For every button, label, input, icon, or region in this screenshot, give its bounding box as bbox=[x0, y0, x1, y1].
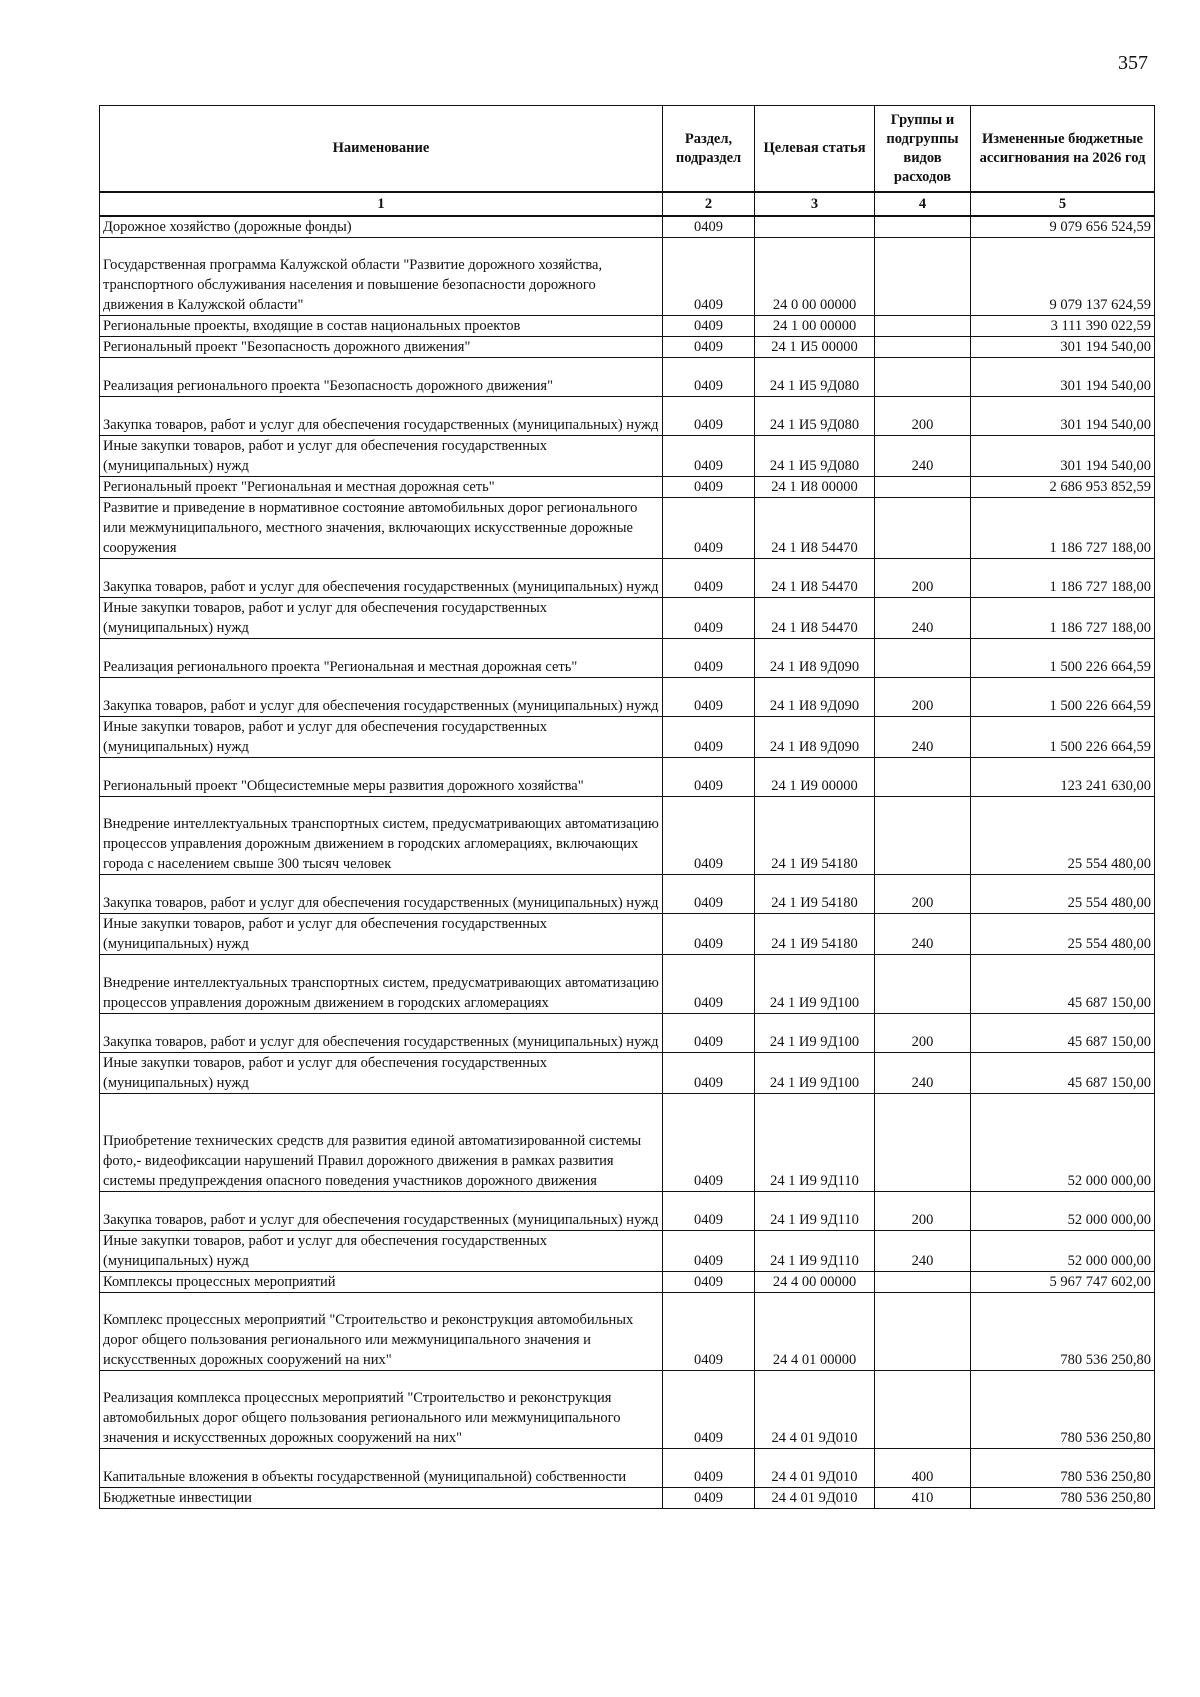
table-row bbox=[100, 498, 1155, 559]
row-section: 0409 bbox=[663, 316, 755, 337]
row-target-article: 24 1 И8 54470 bbox=[755, 498, 875, 559]
row-name: Комплекс процессных мероприятий "Строительство и реконструкция автомобильных дорог общего пользования регионального или межмуниципального значения и искусственных дорожных сооружений на них" bbox=[100, 1293, 663, 1371]
row-amount: 780 536 250,80 bbox=[971, 1293, 1155, 1371]
row-expense-group bbox=[875, 1094, 971, 1192]
row-name: Закупка товаров, работ и услуг для обеспечения государственных (муниципальных) нужд bbox=[100, 559, 663, 598]
row-section: 0409 bbox=[663, 1371, 755, 1449]
row-target-article: 24 1 И5 9Д080 bbox=[755, 397, 875, 436]
row-name: Дорожное хозяйство (дорожные фонды) bbox=[100, 216, 663, 238]
row-amount: 52 000 000,00 bbox=[971, 1192, 1155, 1231]
table-row bbox=[100, 914, 1155, 955]
row-amount: 1 186 727 188,00 bbox=[971, 598, 1155, 639]
table-row bbox=[100, 758, 1155, 797]
row-name: Закупка товаров, работ и услуг для обеспечения государственных (муниципальных) нужд bbox=[100, 678, 663, 717]
row-amount: 45 687 150,00 bbox=[971, 955, 1155, 1014]
row-section: 0409 bbox=[663, 1272, 755, 1293]
row-expense-group: 410 bbox=[875, 1488, 971, 1509]
row-amount: 1 500 226 664,59 bbox=[971, 678, 1155, 717]
table-row bbox=[100, 1272, 1155, 1293]
row-target-article: 24 1 И8 00000 bbox=[755, 477, 875, 498]
row-section: 0409 bbox=[663, 717, 755, 758]
table-row bbox=[100, 955, 1155, 1014]
row-expense-group: 240 bbox=[875, 598, 971, 639]
table-row bbox=[100, 337, 1155, 358]
row-target-article: 24 4 01 9Д010 bbox=[755, 1488, 875, 1509]
table-row bbox=[100, 797, 1155, 875]
row-section: 0409 bbox=[663, 1053, 755, 1094]
row-expense-group bbox=[875, 797, 971, 875]
row-name: Закупка товаров, работ и услуг для обеспечения государственных (муниципальных) нужд bbox=[100, 397, 663, 436]
row-expense-group: 240 bbox=[875, 436, 971, 477]
row-target-article: 24 1 И9 9Д110 bbox=[755, 1231, 875, 1272]
column-number: 2 bbox=[663, 192, 755, 216]
row-name: Реализация комплекса процессных мероприятий "Строительство и реконструкция автомобильных дорог общего пользования регионального или межмуниципального значения и искусственных дорожных сооружений на них" bbox=[100, 1371, 663, 1449]
table-row bbox=[100, 358, 1155, 397]
row-name: Приобретение технических средств для развития единой автоматизированной системы фото,- видеофиксации нарушений Правил дорожного движения в рамках развития системы предупреждения опасного поведения участников дорожного движения bbox=[100, 1094, 663, 1192]
row-target-article: 24 4 00 00000 bbox=[755, 1272, 875, 1293]
table-row bbox=[100, 1014, 1155, 1053]
row-target-article: 24 4 01 00000 bbox=[755, 1293, 875, 1371]
row-section: 0409 bbox=[663, 477, 755, 498]
row-section: 0409 bbox=[663, 758, 755, 797]
row-expense-group bbox=[875, 216, 971, 238]
row-section: 0409 bbox=[663, 1231, 755, 1272]
row-amount: 780 536 250,80 bbox=[971, 1488, 1155, 1509]
row-name: Иные закупки товаров, работ и услуг для обеспечения государственных (муниципальных) нужд bbox=[100, 914, 663, 955]
row-target-article: 24 1 И8 9Д090 bbox=[755, 639, 875, 678]
row-expense-group bbox=[875, 758, 971, 797]
row-expense-group bbox=[875, 955, 971, 1014]
row-expense-group bbox=[875, 477, 971, 498]
row-target-article: 24 0 00 00000 bbox=[755, 238, 875, 316]
row-target-article: 24 1 И9 54180 bbox=[755, 914, 875, 955]
row-target-article: 24 4 01 9Д010 bbox=[755, 1449, 875, 1488]
table-row bbox=[100, 639, 1155, 678]
row-amount: 1 186 727 188,00 bbox=[971, 559, 1155, 598]
row-expense-group bbox=[875, 1371, 971, 1449]
row-section: 0409 bbox=[663, 955, 755, 1014]
row-expense-group: 200 bbox=[875, 678, 971, 717]
row-name: Региональный проект "Безопасность дорожного движения" bbox=[100, 337, 663, 358]
row-expense-group bbox=[875, 498, 971, 559]
table-body bbox=[100, 216, 1155, 1509]
row-expense-group: 240 bbox=[875, 1231, 971, 1272]
row-amount: 25 554 480,00 bbox=[971, 797, 1155, 875]
row-name: Региональные проекты, входящие в состав национальных проектов bbox=[100, 316, 663, 337]
row-target-article: 24 1 И8 9Д090 bbox=[755, 717, 875, 758]
row-name: Комплексы процессных мероприятий bbox=[100, 1272, 663, 1293]
row-expense-group: 200 bbox=[875, 1014, 971, 1053]
row-amount: 5 967 747 602,00 bbox=[971, 1272, 1155, 1293]
row-section: 0409 bbox=[663, 559, 755, 598]
table-row bbox=[100, 397, 1155, 436]
row-name: Внедрение интеллектуальных транспортных систем, предусматривающих автоматизацию процессов управления дорожным движением в городских агломерациях, включающих города с населением свыше 300 тысяч человек bbox=[100, 797, 663, 875]
row-target-article: 24 1 И9 9Д110 bbox=[755, 1192, 875, 1231]
row-name: Закупка товаров, работ и услуг для обеспечения государственных (муниципальных) нужд bbox=[100, 1192, 663, 1231]
row-section: 0409 bbox=[663, 358, 755, 397]
row-section: 0409 bbox=[663, 1014, 755, 1053]
row-expense-group: 240 bbox=[875, 1053, 971, 1094]
table-row bbox=[100, 1192, 1155, 1231]
row-target-article: 24 1 И9 9Д100 bbox=[755, 955, 875, 1014]
header-name: Наименование bbox=[100, 106, 663, 193]
row-target-article: 24 1 И5 9Д080 bbox=[755, 358, 875, 397]
row-section: 0409 bbox=[663, 397, 755, 436]
row-section: 0409 bbox=[663, 1293, 755, 1371]
table-row bbox=[100, 316, 1155, 337]
row-target-article bbox=[755, 216, 875, 238]
row-amount: 2 686 953 852,59 bbox=[971, 477, 1155, 498]
row-amount: 45 687 150,00 bbox=[971, 1053, 1155, 1094]
row-name: Иные закупки товаров, работ и услуг для обеспечения государственных (муниципальных) нужд bbox=[100, 1053, 663, 1094]
row-target-article: 24 1 И5 9Д080 bbox=[755, 436, 875, 477]
row-name: Капитальные вложения в объекты государственной (муниципальной) собственности bbox=[100, 1449, 663, 1488]
row-target-article: 24 1 И9 9Д100 bbox=[755, 1053, 875, 1094]
row-section: 0409 bbox=[663, 914, 755, 955]
column-number-row bbox=[100, 192, 1155, 216]
row-section: 0409 bbox=[663, 216, 755, 238]
page-number: 357 bbox=[1118, 52, 1148, 74]
row-section: 0409 bbox=[663, 1094, 755, 1192]
table-row bbox=[100, 477, 1155, 498]
row-target-article: 24 1 И9 54180 bbox=[755, 875, 875, 914]
table-row bbox=[100, 559, 1155, 598]
row-expense-group: 200 bbox=[875, 397, 971, 436]
column-number: 5 bbox=[971, 192, 1155, 216]
row-amount: 9 079 137 624,59 bbox=[971, 238, 1155, 316]
row-expense-group: 240 bbox=[875, 914, 971, 955]
row-section: 0409 bbox=[663, 797, 755, 875]
row-amount: 25 554 480,00 bbox=[971, 875, 1155, 914]
row-amount: 780 536 250,80 bbox=[971, 1371, 1155, 1449]
row-amount: 301 194 540,00 bbox=[971, 397, 1155, 436]
row-amount: 52 000 000,00 bbox=[971, 1231, 1155, 1272]
table-row bbox=[100, 1094, 1155, 1192]
row-amount: 780 536 250,80 bbox=[971, 1449, 1155, 1488]
row-name: Иные закупки товаров, работ и услуг для обеспечения государственных (муниципальных) нужд bbox=[100, 436, 663, 477]
header-section: Раздел, подраздел bbox=[663, 106, 755, 193]
row-expense-group bbox=[875, 639, 971, 678]
table-row bbox=[100, 436, 1155, 477]
row-target-article: 24 4 01 9Д010 bbox=[755, 1371, 875, 1449]
table-row bbox=[100, 598, 1155, 639]
table-row bbox=[100, 1488, 1155, 1509]
table-row bbox=[100, 1449, 1155, 1488]
row-expense-group bbox=[875, 1272, 971, 1293]
row-target-article: 24 1 И8 9Д090 bbox=[755, 678, 875, 717]
row-section: 0409 bbox=[663, 1192, 755, 1231]
row-amount: 3 111 390 022,59 bbox=[971, 316, 1155, 337]
table-row bbox=[100, 216, 1155, 238]
row-name: Иные закупки товаров, работ и услуг для обеспечения государственных (муниципальных) нужд bbox=[100, 1231, 663, 1272]
row-target-article: 24 1 И9 54180 bbox=[755, 797, 875, 875]
row-amount: 52 000 000,00 bbox=[971, 1094, 1155, 1192]
row-name: Иные закупки товаров, работ и услуг для обеспечения государственных (муниципальных) нужд bbox=[100, 717, 663, 758]
table-row bbox=[100, 238, 1155, 316]
row-name: Региональный проект "Общесистемные меры развития дорожного хозяйства" bbox=[100, 758, 663, 797]
row-section: 0409 bbox=[663, 1488, 755, 1509]
row-section: 0409 bbox=[663, 598, 755, 639]
table-row bbox=[100, 1053, 1155, 1094]
row-section: 0409 bbox=[663, 639, 755, 678]
row-amount: 1 500 226 664,59 bbox=[971, 639, 1155, 678]
row-target-article: 24 1 И8 54470 bbox=[755, 559, 875, 598]
row-target-article: 24 1 00 00000 bbox=[755, 316, 875, 337]
row-section: 0409 bbox=[663, 1449, 755, 1488]
row-amount: 1 186 727 188,00 bbox=[971, 498, 1155, 559]
row-section: 0409 bbox=[663, 498, 755, 559]
row-amount: 45 687 150,00 bbox=[971, 1014, 1155, 1053]
row-name: Реализация регионального проекта "Региональная и местная дорожная сеть" bbox=[100, 639, 663, 678]
header-allocation: Измененные бюджетные ассигнования на 2026 год bbox=[971, 106, 1155, 193]
row-name: Внедрение интеллектуальных транспортных систем, предусматривающих автоматизацию процессов управления дорожным движением в городских агломерациях bbox=[100, 955, 663, 1014]
header-row bbox=[100, 106, 1155, 193]
row-amount: 301 194 540,00 bbox=[971, 436, 1155, 477]
row-name: Развитие и приведение в нормативное состояние автомобильных дорог регионального или межмуниципального, местного значения, включающих искусственные дорожные сооружения bbox=[100, 498, 663, 559]
row-expense-group bbox=[875, 337, 971, 358]
row-name: Реализация регионального проекта "Безопасность дорожного движения" bbox=[100, 358, 663, 397]
row-amount: 25 554 480,00 bbox=[971, 914, 1155, 955]
row-amount: 1 500 226 664,59 bbox=[971, 717, 1155, 758]
row-expense-group bbox=[875, 238, 971, 316]
row-section: 0409 bbox=[663, 436, 755, 477]
row-amount: 301 194 540,00 bbox=[971, 337, 1155, 358]
row-name: Региональный проект "Региональная и местная дорожная сеть" bbox=[100, 477, 663, 498]
budget-table bbox=[99, 105, 1155, 1509]
row-expense-group bbox=[875, 316, 971, 337]
row-target-article: 24 1 И9 00000 bbox=[755, 758, 875, 797]
column-number: 4 bbox=[875, 192, 971, 216]
row-amount: 301 194 540,00 bbox=[971, 358, 1155, 397]
row-name: Закупка товаров, работ и услуг для обеспечения государственных (муниципальных) нужд bbox=[100, 875, 663, 914]
row-name: Бюджетные инвестиции bbox=[100, 1488, 663, 1509]
row-expense-group bbox=[875, 358, 971, 397]
table-row bbox=[100, 678, 1155, 717]
row-amount: 123 241 630,00 bbox=[971, 758, 1155, 797]
row-expense-group: 200 bbox=[875, 875, 971, 914]
row-name: Государственная программа Калужской области "Развитие дорожного хозяйства, транспортного обслуживания населения и повышение безопасности дорожного движения в Калужской области" bbox=[100, 238, 663, 316]
row-expense-group: 400 bbox=[875, 1449, 971, 1488]
table-row bbox=[100, 1371, 1155, 1449]
row-amount: 9 079 656 524,59 bbox=[971, 216, 1155, 238]
table-row bbox=[100, 875, 1155, 914]
header-target-article: Целевая статья bbox=[755, 106, 875, 193]
table-row bbox=[100, 1231, 1155, 1272]
row-target-article: 24 1 И5 00000 bbox=[755, 337, 875, 358]
row-section: 0409 bbox=[663, 678, 755, 717]
header-expense-group: Группы и подгруппы видов расходов bbox=[875, 106, 971, 193]
row-expense-group: 200 bbox=[875, 559, 971, 598]
row-section: 0409 bbox=[663, 875, 755, 914]
table-row bbox=[100, 717, 1155, 758]
row-expense-group: 200 bbox=[875, 1192, 971, 1231]
row-target-article: 24 1 И8 54470 bbox=[755, 598, 875, 639]
row-name: Иные закупки товаров, работ и услуг для обеспечения государственных (муниципальных) нужд bbox=[100, 598, 663, 639]
column-number: 3 bbox=[755, 192, 875, 216]
column-number: 1 bbox=[100, 192, 663, 216]
row-expense-group: 240 bbox=[875, 717, 971, 758]
table-row bbox=[100, 1293, 1155, 1371]
row-section: 0409 bbox=[663, 337, 755, 358]
row-section: 0409 bbox=[663, 238, 755, 316]
row-expense-group bbox=[875, 1293, 971, 1371]
row-target-article: 24 1 И9 9Д110 bbox=[755, 1094, 875, 1192]
row-target-article: 24 1 И9 9Д100 bbox=[755, 1014, 875, 1053]
row-name: Закупка товаров, работ и услуг для обеспечения государственных (муниципальных) нужд bbox=[100, 1014, 663, 1053]
